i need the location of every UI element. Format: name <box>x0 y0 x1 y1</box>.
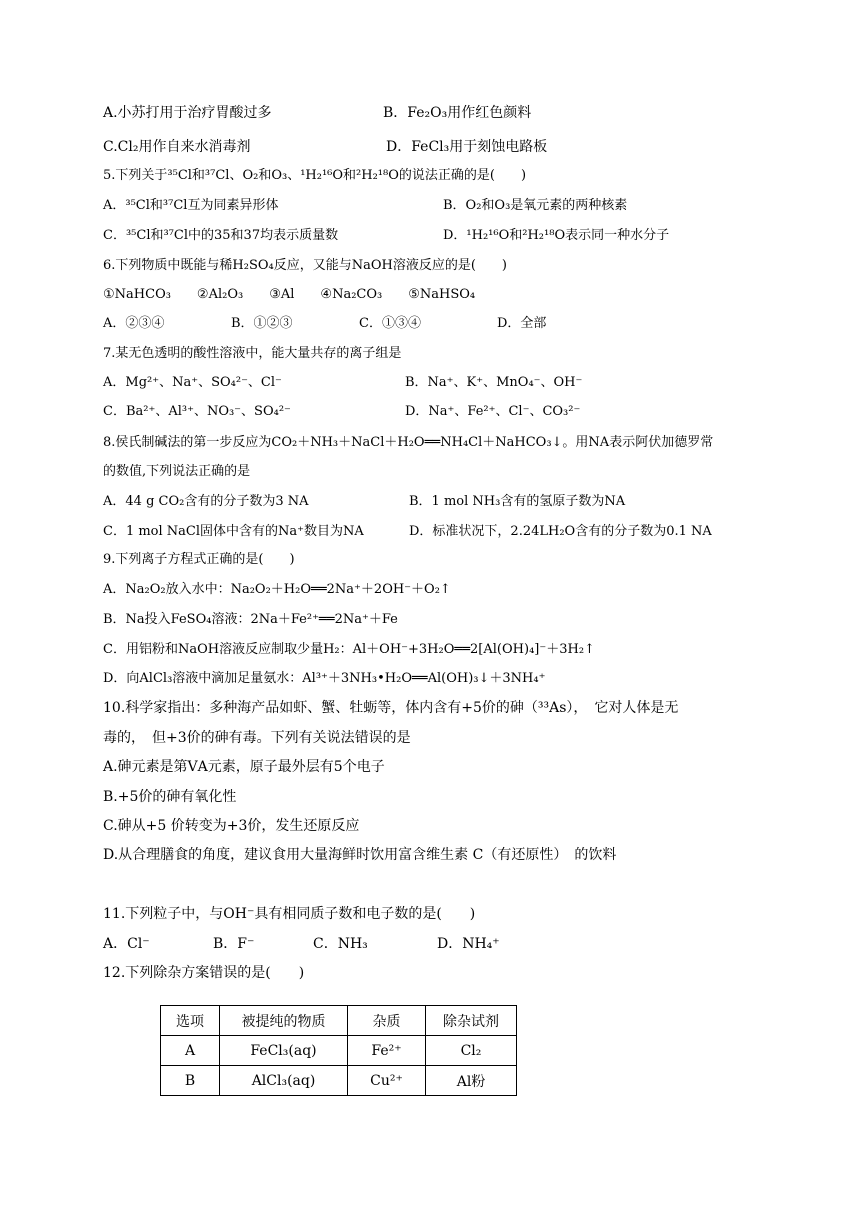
q9-stem: 9.下列离子方程式正确的是( ) <box>103 552 295 567</box>
q8-option-c: C．1 mol NaCl固体中含有的Na⁺数目为NA <box>103 524 364 539</box>
header-option: 选项 <box>161 1006 220 1036</box>
q7-option-d: D．Na⁺、Fe²⁺、Cl⁻、CO₃²⁻ <box>405 404 581 419</box>
q6-option-d: D．全部 <box>497 316 547 331</box>
q4-option-c: C.Cl₂用作自来水消毒剂 <box>103 139 251 155</box>
q8-option-b: B．1 mol NH₃含有的氢原子数为NA <box>409 494 626 509</box>
q6-option-c: C．①③④ <box>359 316 421 331</box>
cell-option: B <box>161 1066 220 1096</box>
q5-stem: 5.下列关于³⁵Cl和³⁷Cl、O₂和O₃、¹H₂¹⁶O和²H₂¹⁸O的说法正确的是( ) <box>103 168 527 183</box>
q10-stem-line1: 10.科学家指出：多种海产品如虾、蟹、牡蛎等，体内含有+5价的砷（³³As）， 它对人体是无 <box>103 700 679 716</box>
q11-option-d: D．NH₄⁺ <box>437 936 500 952</box>
q6-items: ①NaHCO₃ ②Al₂O₃ ③Al ④Na₂CO₃ ⑤NaHSO₄ <box>103 287 476 302</box>
cell-reagent: Cl₂ <box>426 1036 517 1066</box>
cell-substance: AlCl₃(aq) <box>220 1066 348 1096</box>
q11-option-a: A．Cl⁻ <box>103 936 150 952</box>
q11-option-c: C．NH₃ <box>313 936 368 952</box>
table-row <box>161 1036 517 1066</box>
q7-stem: 7.某无色透明的酸性溶液中，能大量共存的离子组是 <box>103 346 402 361</box>
cell-option: A <box>161 1036 220 1066</box>
q5-option-d: D．¹H₂¹⁶O和²H₂¹⁸O表示同一种水分子 <box>443 228 670 243</box>
cell-reagent: Al粉 <box>426 1066 517 1096</box>
q7-option-c: C．Ba²⁺、Al³⁺、NO₃⁻、SO₄²⁻ <box>103 404 291 419</box>
q10-option-a: A.砷元素是第ⅤA元素，原子最外层有5个电子 <box>103 759 385 775</box>
q9-option-d: D．向AlCl₃溶液中滴加足量氨水：Al³⁺＋3NH₃•H₂O══Al(OH)₃↓＋3NH₄⁺ <box>103 671 546 686</box>
q9-option-c: C．用铝粉和NaOH溶液反应制取少量H₂：Al＋OH⁻+3H₂O══2[Al(OH)₄]⁻＋3H₂↑ <box>103 642 595 657</box>
q5-option-b: B．O₂和O₃是氧元素的两种核素 <box>443 198 628 213</box>
q11-option-b: B．F⁻ <box>213 936 255 952</box>
q4-option-b: B．Fe₂O₃用作红色颜料 <box>383 105 532 121</box>
q10-option-b: B.+5价的砷有氧化性 <box>103 789 237 805</box>
q6-stem: 6.下列物质中既能与稀H₂SO₄反应，又能与NaOH溶液反应的是( ) <box>103 258 507 273</box>
q7-option-b: B．Na⁺、K⁺、MnO₄⁻、OH⁻ <box>405 375 583 390</box>
q5-option-a: A．³⁵Cl和³⁷Cl互为同素异形体 <box>103 198 279 213</box>
q6-option-a: A．②③④ <box>103 316 165 331</box>
q5-option-c: C．³⁵Cl和³⁷Cl中的35和37均表示质量数 <box>103 228 339 243</box>
q8-stem-line2: 的数值,下列说法正确的是 <box>103 464 251 479</box>
q4-option-d: D．FeCl₃用于刻蚀电路板 <box>386 139 548 155</box>
q10-stem-line2: 毒的， 但+3价的砷有毒。下列有关说法错误的是 <box>103 730 411 746</box>
q6-option-b: B．①②③ <box>231 316 293 331</box>
q11-stem: 11.下列粒子中，与OH⁻具有相同质子数和电子数的是( ) <box>103 906 476 922</box>
table-header-row <box>161 1006 517 1036</box>
q8-option-a: A．44 g CO₂含有的分子数为3 NA <box>103 494 309 509</box>
cell-substance: FeCl₃(aq) <box>220 1036 348 1066</box>
purification-table <box>160 1005 517 1096</box>
q4-option-a: A.小苏打用于治疗胃酸过多 <box>103 105 272 121</box>
cell-impurity: Cu²⁺ <box>348 1066 426 1096</box>
q8-stem-line1: 8.侯氏制碱法的第一步反应为CO₂＋NH₃＋NaCl＋H₂O══NH₄Cl＋NaHCO₃↓。用NA表示阿伏加德罗常 <box>103 435 714 450</box>
q12-stem: 12.下列除杂方案错误的是( ) <box>103 965 305 981</box>
header-reagent: 除杂试剂 <box>426 1006 517 1036</box>
q10-option-c: C.砷从+5 价转变为+3价，发生还原反应 <box>103 818 360 834</box>
q8-option-d: D．标准状况下，2.24LH₂O含有的分子数为0.1 NA <box>409 524 712 539</box>
q9-option-b: B．Na投入FeSO₄溶液：2Na＋Fe²⁺══2Na⁺＋Fe <box>103 612 398 627</box>
q10-option-d: D.从合理膳食的角度，建议食用大量海鲜时饮用富含维生素 C（有还原性） 的饮料 <box>103 847 617 863</box>
q7-option-a: A．Mg²⁺、Na⁺、SO₄²⁻、Cl⁻ <box>103 375 282 390</box>
table-row <box>161 1066 517 1096</box>
header-impurity: 杂质 <box>348 1006 426 1036</box>
q9-option-a: A．Na₂O₂放入水中：Na₂O₂＋H₂O══2Na⁺＋2OH⁻＋O₂↑ <box>103 582 451 597</box>
cell-impurity: Fe²⁺ <box>348 1036 426 1066</box>
header-substance: 被提纯的物质 <box>220 1006 348 1036</box>
